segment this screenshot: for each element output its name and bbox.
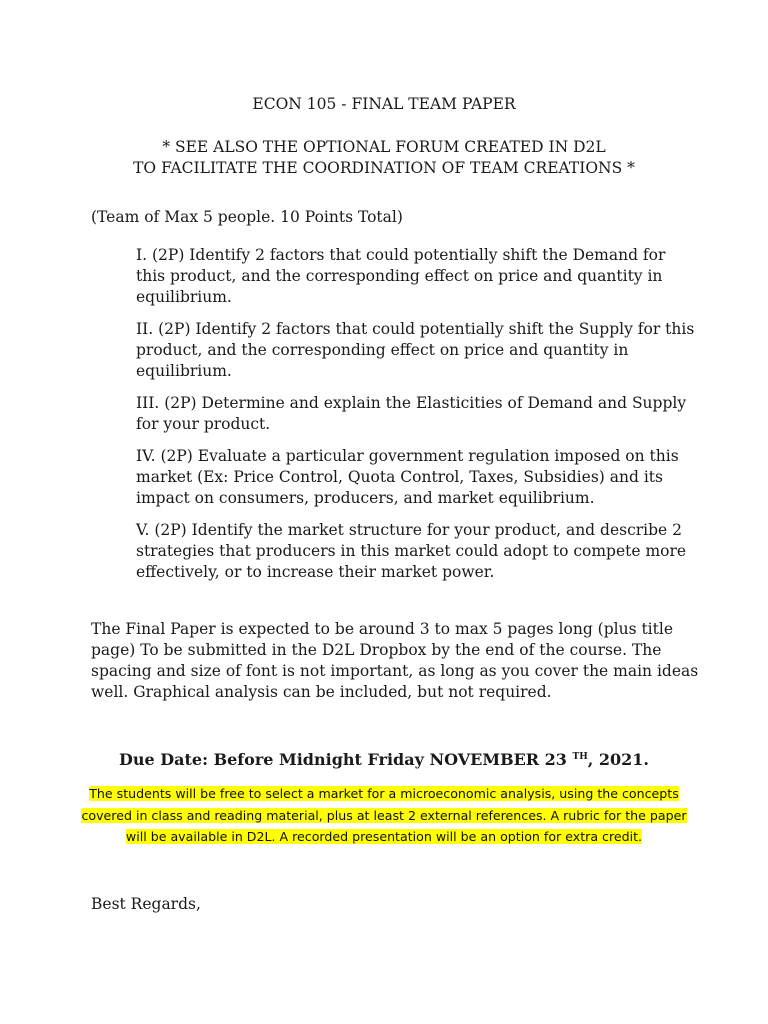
requirement-item: IV. (2P) Evaluate a particular government regulation imposed on this market (Ex: Price Control, Quota Control, Taxes, Subsidies) and its impact on consumers, producers, and market equilibrium.	[136, 447, 679, 507]
requirements-list	[136, 245, 696, 594]
closing-regards: Best Regards,	[91, 895, 201, 913]
requirement-item: II. (2P) Identify 2 factors that could potentially shift the Supply for this product, and the corresponding effect on price and quantity in equilibrium.	[136, 320, 695, 380]
highlighted-notice-text: The students will be free to select a market for a microeconomic analysis, using the concepts covered in class and reading material, plus at least 2 external references. A rubric for the paper will be available in D2L. A recorded presentation will be an option for extra credit.	[81, 786, 687, 844]
forum-note-line-2: TO FACILITATE THE COORDINATION OF TEAM CREATIONS *	[133, 159, 635, 177]
requirement-item: V. (2P) Identify the market structure for your product, and describe 2 strategies that producers in this market could adopt to compete more effectively, or to increase their market power.	[136, 521, 687, 581]
due-date-year: , 2021.	[587, 750, 649, 769]
due-date	[0, 746, 768, 771]
team-intro: (Team of Max 5 people. 10 Points Total)	[91, 208, 403, 226]
highlighted-notice	[80, 783, 688, 848]
requirement-item: I. (2P) Identify 2 factors that could potentially shift the Demand for this product, and the corresponding effect on price and quantity in equilibrium.	[136, 246, 666, 306]
page-title: ECON 105 - FINAL TEAM PAPER	[252, 95, 516, 113]
requirement-item: III. (2P) Determine and explain the Elasticities of Demand and Supply for your product.	[136, 394, 687, 433]
forum-note-line-1: * SEE ALSO THE OPTIONAL FORUM CREATED IN D2L	[162, 138, 606, 156]
paper-guidelines: The Final Paper is expected to be around 3 to max 5 pages long (plus title page) To be submitted in the D2L Dropbox by the end of the course. The spacing and size of font is not important, as long as you cover the main ideas well. Graphical analysis can be included, but not required.	[91, 620, 699, 701]
due-date-text: Due Date: Before Midnight Friday NOVEMBER 23	[119, 750, 567, 769]
forum-note	[0, 137, 768, 179]
due-date-ordinal: TH	[572, 752, 588, 762]
